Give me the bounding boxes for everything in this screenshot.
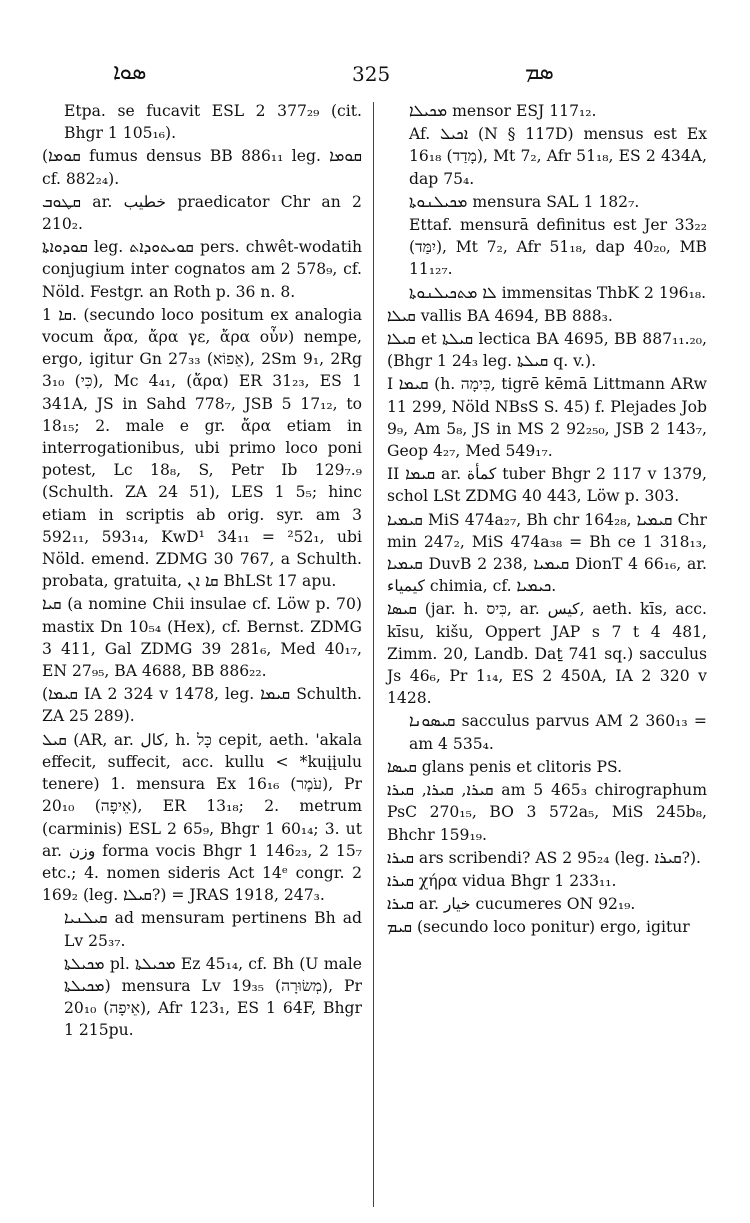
dictionary-entry: ܩܝܡ (secundo loco ponitur) ergo, igitur bbox=[387, 918, 690, 937]
dictionary-entry: Af. ܐܟܝܠ (N § 117D) mensus est Ex 16₁₈ (מָדַד), Mt 7₂, Afr 51₁₈, ES 2 434A, dap 75₄. bbox=[409, 125, 707, 188]
dictionary-entry: ܩܝܣܐ glans penis et clitoris PS. bbox=[387, 757, 623, 776]
page-number: 325 bbox=[352, 62, 391, 86]
dictionary-entry: ܩܝܣܘܢܐ sacculus parvus AM 2 360₁₃ = am 4 535₄. bbox=[409, 712, 707, 753]
page-header bbox=[0, 60, 750, 90]
header-left-catchword: ܣܘܐ bbox=[113, 60, 147, 85]
dictionary-entry: ܩܘܕܘܐܬܐ leg. ܩܘܝܬܘܕܐܬ pers. chwêt-wodatih conjugium inter cognatos am 2 578₉, cf. Nöld. Festgr. an Roth p. 36 n. 8. bbox=[42, 238, 362, 301]
dictionary-entry: ܩܝܪܐ ars scribendi? AS 2 95₂₄ (leg. ܩܝܪܐ?). bbox=[387, 848, 702, 867]
dictionary-entry: ܩܝܠܢܝܐ ad mensuram pertinens Bh ad Lv 25₃₇. bbox=[64, 909, 362, 950]
dictionary-entry: II ܩܝܡܐ ar. كمأة tuber Bhgr 2 117 v 1379, schol LSt ZDMG 40 443, Löw p. 303. bbox=[387, 465, 707, 506]
right-column bbox=[387, 100, 707, 940]
dictionary-entry: ܩܝܪܐ χήρα vidua Bhgr 1 233₁₁. bbox=[387, 871, 617, 890]
column-divider bbox=[373, 102, 374, 1207]
dictionary-entry: ܩܐ 1. (secundo loco positum ex analogia vocum ἄρα, ἄρα γε, ἄρα οὖν) nempe, ergo, igitur Gn 27₃₃ (אֵפוֹא), 2Sm 9₁, 2Rg 3₁₀ (כִּי), Mc 4₄₁, (ἄρα) ER 31₂₃, ES 1 341A, JS in Sahd 778₇, JSB 5 17₁₂, to 18₁₅; 2. male e gr. ἄρα etiam in interrogationibus, ubi primo loco poni potest, Lc 18₈, S, Petr Ib 129₇.₉ (Schulth. ZA 24 51), LES 1 5₅; hinc etiam in scriptis ab orig. syr. am 3 592₁₁, 593₁₄, KwD¹ 34₁₁ = ²52₁, ubi Nöld. emend. ZDMG 30 767, a Schulth. probata, gratuita, ܩܐ ܐܢ BhLSt 17 apu. bbox=[42, 305, 362, 591]
dictionary-entry: ܡܟܝܠܐ mensor ESJ 117₁₂. bbox=[409, 102, 597, 120]
dictionary-entry: ܩܝܐ (a nomine Chii insulae cf. Löw p. 70) mastix Dn 10₅₄ (Hex), cf. Bernst. ZDMG 3 411, Gal ZDMG 39 281₆, Med 40₁₇, EN 27₉₅, BA 4688, BB 886₂₂. bbox=[42, 595, 362, 681]
dictionary-entry: (ܩܘܡܐ fumus densus BB 886₁₁ leg. ܩܘܡܐ cf. 882₂₄). bbox=[42, 147, 362, 188]
dictionary-entry: ܩܝܣܐ (jar. h. כִּיס, ar. كيس, aeth. kīs, acc. kīsu, kišu, Oppert JAP s 7 t 4 481, Zimm. 20, Landb. Daṯ 741 sq.) sacculus Js 46₆, Pr 1₁₄, ES 2 450A, IA 2 320 v 1428. bbox=[387, 600, 707, 708]
dictionary-entry: ܠܐ ܡܬܟܝܠܢܘܬܐ immensitas ThbK 2 196₁₈. bbox=[409, 283, 707, 302]
dictionary-entry: ܡܟܝܠܢܘܬܐ mensura SAL 1 182₇. bbox=[409, 192, 640, 211]
dictionary-entry: Ettaf. mensurā definitus est Jer 33₂₂ (יִמַּד), Mt 7₂, Afr 51₁₈, dap 40₂₀, MB 11₁₂₇. bbox=[409, 216, 707, 279]
dictionary-entry: Etpa. se fucavit ESL 2 377₂₉ (cit. Bhgr 1 105₁₆). bbox=[64, 102, 362, 143]
dictionary-entry: ܩܝܠܐ vallis BA 4694, BB 888₃. bbox=[387, 306, 613, 325]
dictionary-entry: ܩܝܠܐ et ܩܝܠܬܐ lectica BA 4695, BB 887₁₁.₂₀, (Bhgr 1 24₃ leg. ܩܝܠܬܐ q. v.). bbox=[387, 330, 707, 371]
dictionary-entry: I ܩܝܡܐ (h. כִּימָה, tigrē kēmā Littmann ARw 11 299, Nöld NBsS S. 45) f. Plejades Job 9₉, Am 5₈, JS in MS 2 92₂₅₀, JSB 2 143₇, Geop 4₂₇, Med 549₁₇. bbox=[387, 375, 708, 461]
dictionary-entry: (ܩܝܡܐ IA 2 324 v 1478, leg. ܩܝܡܐ Schulth. ZA 25 289). bbox=[42, 685, 362, 726]
dictionary-entry: ܩܝܪܐ, ܩܝܪܐ, ܩܝܪܐ am 5 465₃ chirographum PsC 270₁₅, BO 3 572a₅, MiS 245b₈, Bhchr 159₁₉. bbox=[387, 781, 707, 844]
header-right-catchword: ܣܡ bbox=[525, 60, 554, 85]
dictionary-entry: ܩܛܘܒ ar. خطيب praedicator Chr an 2 210₂. bbox=[42, 192, 362, 234]
dictionary-entry: ܩܝܪܐ ar. خيار cucumeres ON 92₁₉. bbox=[387, 895, 636, 914]
dictionary-entry: ܡܟܝܠܬܐ pl. ܡܟܝܠܬܐ Ez 45₁₄, cf. Bh (U male ܡܟܝܠܬܐ) mensura Lv 19₃₅ (מְשׂוּרָה), Pr 20₁₀ (אֵיפָה), Afr 123₁, ES 1 64F, Bhgr 1 215pu. bbox=[64, 954, 362, 1040]
dictionary-entry: ܩܝܡܝܐ MiS 474a₂₇, Bh chr 164₂₈, ܩܝܡܝܐ Chr min 247₂, MiS 474a₃₈ = Bh ce 1 318₁₃, ܩܝܡܝܐ DuvB 2 238, ܩܝܡܝܐ DionT 4 66₁₆, ar. كيمياء chimia, cf. ܟܝܡܝܐ. bbox=[387, 510, 707, 596]
left-column bbox=[42, 100, 362, 1043]
dictionary-entry: ܩܝܠ (AR, ar. كال, h. כָּל cepit, aeth. 'akala effecit, suffecit, acc. kullu < *kuįįulu tenere) 1. mensura Ex 16₁₆ (עֹמֶר), Pr 20₁₀ (אֵיפָה), ER 13₁₈; 2. metrum (carminis) ESL 2 65₉, Bhgr 1 60₁₄; 3. ut ar. وزن forma vocis Bhgr 1 146₂₃, 2 15₇ etc.; 4. nomen sideris Act 14ᵉ congr. 2 169₂ (leg. ܩܝܠܐ?) = JRAS 1918, 247₃. bbox=[42, 730, 362, 905]
